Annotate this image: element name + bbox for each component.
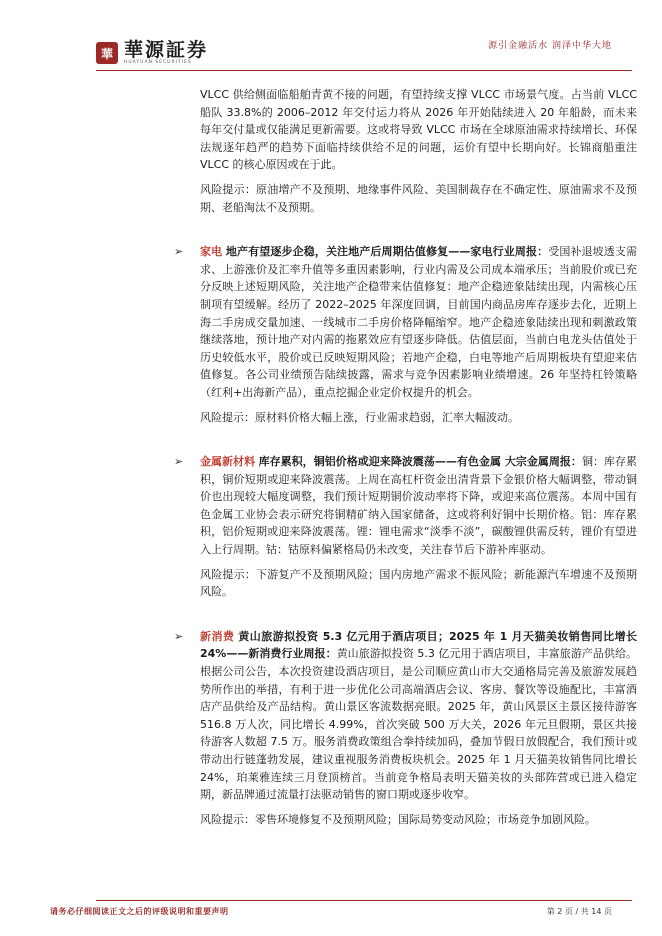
appliance-body: 受国补退坡透支需求、上游涨价及汇率升值等多重因素影响，行业内需及公司成本端承压；当前股价或已充分反映上述短期风险，关注地产企稳带来估值修复：地产企稳迹象陆续出现，内需核心压制项有望缓解。经历了 2022–2025 年深度回调，目前国内商品房库存逐步去化，近期上海二手房成交量加速、一线城市二手房价格降幅缩窄。地产企稳迹象陆续出现和刺激政策继续落地，预计地产对内需的拖累效应有望逐步降低。估值层面，当前白电龙头估值处于历史较低水平，股价或已反映短期风险；若地产企稳，白电等地产后周期板块有望迎来估值修复。各公司业绩预告陆续披露，需求与竞争因素影响业绩增速。26 年坚持杠铃策略（红利+出海新产品），重点挖掘企业定价权提升的机会。: [200, 245, 638, 399]
metals-risk-note: 风险提示：下游复产不及预期风险；国内房地产需求不振风险；新能源汽车增速不及预期风险。: [200, 567, 637, 599]
arrow-bullet-icon: ➢: [174, 629, 184, 643]
consumer-paragraph: [200, 628, 637, 804]
metals-keyword: 金属新材料: [200, 455, 256, 469]
arrow-bullet-icon: ➢: [174, 245, 184, 259]
logo-chinese-name: 華源証券: [124, 39, 209, 61]
page-header: [0, 0, 662, 80]
metals-paragraph: [200, 453, 637, 559]
page-number: 第 2 页 / 共 14 页: [546, 907, 612, 916]
consumer-body: 黄山旅游拟投资 5.3 亿元用于酒店项目，丰富旅游产品供给。根据公司公告，本次投资建设酒店项目，是公司顺应黄山市大交通格局完善及旅游发展趋势所作出的举措，有利于进一步优化公司高端酒店会议、客房、餐饮等设施配比，丰富酒店产品供给及产品结构。黄山景区客流数据亮眼。2025 年，黄山风景区主景区接待游客 516.8 万人次，同比增长 4.99%，首次突破 500 万大关，2026 年元旦假期，景区共接待游客人数超 7.5 万。服务消费政策组合拳持续加码，叠加节假日放假配合，我们预计或带动出行链蓬勃发展，建议重视服务消费板块机会。2025 年 1 月天猫美妆销售同比增长 24%，珀莱雅连续三月登顶榜首。当前竞争格局表明天猫美妆的头部阵营或已进入稳定期，新品牌通过流量打法驱动销售的窗口期或逐步收窄。: [200, 647, 637, 802]
footer-disclaimer: 请务必仔细阅读正文之后的评级说明和重要声明: [50, 907, 229, 916]
consumer-risk-note: 风险提示：零售环境修复不及预期风险；国际局势变动风险；市场竞争加剧风险。: [200, 812, 596, 826]
appliance-section: [174, 243, 638, 426]
appliance-keyword: 家电: [200, 245, 223, 259]
report-body: [174, 80, 638, 828]
metals-heading: 库存累积，铜铝价格或迎来降波震荡——有色金属 大宗金属周报：: [258, 455, 582, 469]
company-logo: [96, 40, 208, 66]
vlcc-section: [200, 86, 637, 216]
arrow-bullet-icon: ➢: [174, 455, 184, 469]
consumer-heading: 黄山旅游拟投资 5.3 亿元用于酒店项目；2025 年 1 月天猫美妆销售同比增长 24%——新消费行业周报：: [200, 629, 638, 661]
footer-divider: [96, 900, 632, 901]
header-divider: [96, 70, 632, 71]
appliance-paragraph: [200, 243, 637, 401]
consumer-keyword: 新消费: [200, 629, 235, 643]
vlcc-paragraph: VLCC 供给侧面临船舶青黄不接的问题，有望持续支撑 VLCC 市场景气度。占当前 VLCC 船队 33.8%的 2006–2012 年交付运力将从 2026 年开始陆续进入 20 年船龄，而未来每年交付量或仅能满足更新需要。这或将导致 VLCC 市场在全球原油需求持续增长、环保法规逐年趋严的趋势下面临持续供给不足的问题，运价有望中长期向好。长锦商船重注 VLCC 的核心原因或在于此。: [200, 88, 637, 172]
metals-body: 铜：库存累积，铜价短期或迎来降波震荡。上周在高杠杆资金出清背景下金银价格大幅调整，带动铜价也出现较大幅度调整，我们预计短期铜价波动率将下降，或迎来高位震荡。本周中国有色金属工业协会表示研究将铜精矿纳入国家储备，这或将利好铜中长期价格。铝：库存累积，铝价短期或迎来降波震荡。锂：锂电需求“淡季不淡”，碳酸锂供需反转，锂价有望进入上行周期。钴：钴原料偏紧格局仍未改变，关注春节后下游补库驱动。: [200, 455, 638, 557]
logo-english-name: HUAYUAN SECURITIES: [124, 60, 192, 65]
appliance-risk-note: 风险提示：原材料价格大幅上涨，行业需求趋弱，汇率大幅波动。: [200, 410, 519, 424]
appliance-heading: 地产有望逐步企稳，关注地产后周期估值修复——家电行业周报：: [225, 245, 549, 259]
vlcc-risk-note: 风险提示：原油增产不及预期、地缘事件风险、美国制裁存在不确定性、原油需求不及预期、老船淘汰不及预期。: [200, 182, 637, 214]
metals-section: [174, 453, 638, 601]
consumer-section: [174, 628, 638, 829]
header-slogan: 源引金融活水 润泽中华大地: [488, 41, 612, 51]
logo-mark-icon: 華: [96, 42, 118, 64]
